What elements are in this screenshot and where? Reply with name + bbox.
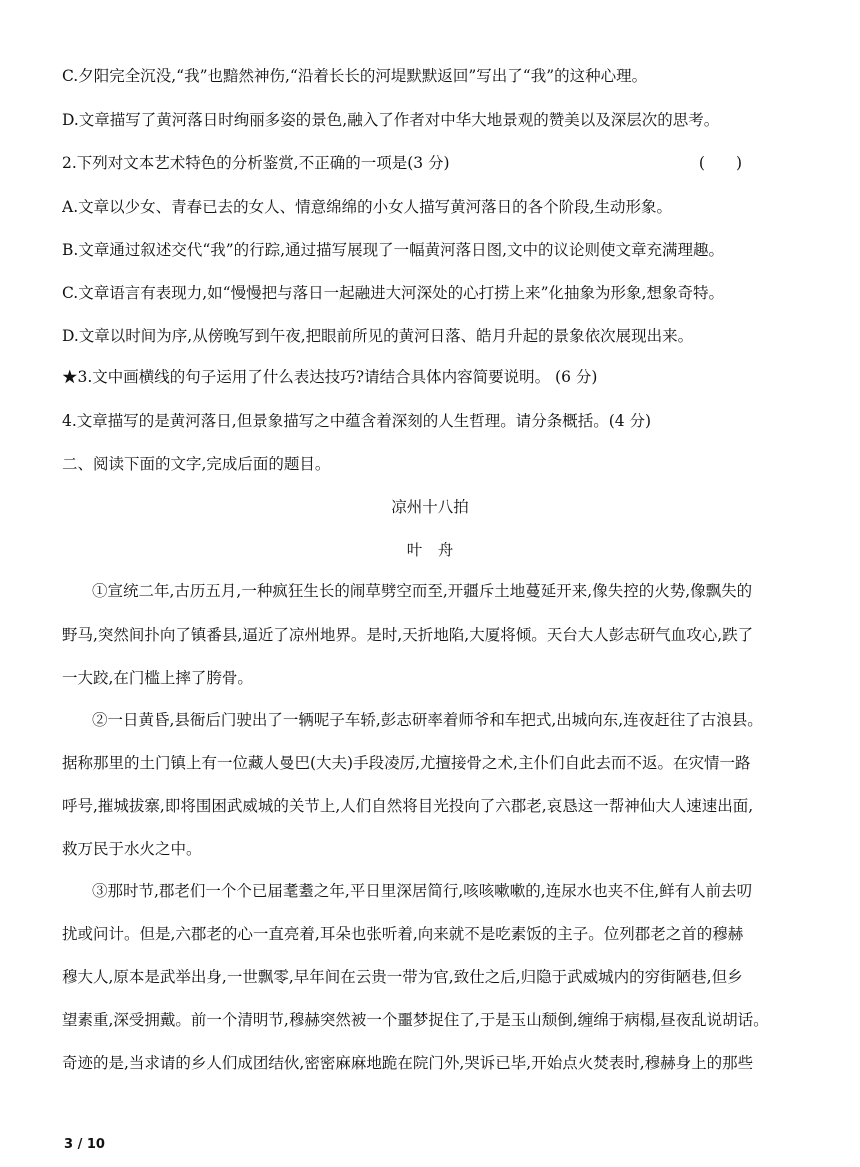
paragraph-2-line-3: 呼号,摧城拔寨,即将围困武威城的关节上,人们自然将目光投向了六郡老,哀恳这一帮神仙大人速速出面, [62,797,754,815]
question-4: 4.文章描写的是黄河落日,但景象描写之中蕴含着深刻的人生哲理。请分条概括。(4 分) [62,412,652,430]
page-number: 3 / 10 [64,1137,105,1152]
q2-option-b: B.文章通过叙述交代“我”的行踪,通过描写展现了一幅黄河落日图,文中的议论则使文章充满理趣。 [62,241,725,259]
section-2-heading: 二、阅读下面的文字,完成后面的题目。 [62,455,331,473]
q2-stem-text: 2.下列对文本艺术特色的分析鉴赏,不正确的一项是(3 分) [62,154,450,172]
q1-option-d: D.文章描写了黄河落日时绚丽多姿的景色,融入了作者对中华大地景观的赞美以及深层次的思考。 [62,111,720,129]
paragraph-3-line-5: 奇迹的是,当求请的乡人们成团结伙,密密麻麻地跪在院门外,哭诉已毕,开始点火焚表时,穆赫身上的那些 [62,1054,754,1072]
paragraph-3-line-4: 望素重,深受拥戴。前一个清明节,穆赫突然被一个噩梦捉住了,于是玉山颓倒,缠绵于病榻,昼夜乱说胡话。 [62,1011,769,1029]
passage-title: 凉州十八拍 [391,498,469,516]
paragraph-2-line-2: 据称那里的土门镇上有一位藏人曼巴(大夫)手段凌厉,尤擅接骨之术,主仆们自此去而不返。在灾情一路 [62,754,751,772]
q1-option-c: C.夕阳完全沉没,“我”也黯然神伤,“沿着长长的河堤默默返回”写出了“我”的这种心理。 [62,67,648,85]
paragraph-1-line-1: ①宣统二年,古历五月,一种疯狂生长的闹草劈空而至,开疆斥土地蔓延开来,像失控的火势,像飘失的 [92,582,753,600]
q2-answer-blank: ( ) [698,154,742,172]
paragraph-3-line-2: 扰或问计。但是,六郡老的心一直亮着,耳朵也张听着,向来就不是吃素饭的主子。位列郡老之首的穆赫 [62,925,744,943]
paragraph-1-line-2: 野马,突然间扑向了镇番县,逼近了凉州地界。是时,天折地陷,大厦将倾。天台大人彭志研气血攻心,跌了 [62,626,754,644]
paragraph-1-line-3: 一大跤,在门槛上摔了胯骨。 [62,669,253,687]
q2-stem [62,152,802,174]
passage-author: 叶 舟 [406,541,454,559]
paragraph-3-line-1: ③那时节,郡老们一个个已届耄耋之年,平日里深居简行,咳咳嗽嗽的,连尿水也夹不住,鲜有人前去叨 [92,882,753,900]
paragraph-3-line-3: 穆大人,原本是武举出身,一世飘零,早年间在云贵一带为官,致仕之后,归隐于武威城内的穷街陋巷,但乡 [62,968,743,986]
q2-option-c: C.文章语言有表现力,如“慢慢把与落日一起融进大河深处的心打捞上来”化抽象为形象,想象奇特。 [62,284,724,302]
question-3: ★3.文中画横线的句子运用了什么表达技巧?请结合具体内容简要说明。 (6 分) [62,368,598,386]
q2-option-d: D.文章以时间为序,从傍晚写到午夜,把眼前所见的黄河日落、皓月升起的景象依次展现出来。 [62,327,694,345]
paragraph-2-line-4: 救万民于水火之中。 [62,840,202,858]
paragraph-2-line-1: ②一日黄昏,县衙后门驶出了一辆呢子车轿,彭志研率着师爷和车把式,出城向东,连夜赶往了古浪县。 [92,711,763,729]
q2-option-a: A.文章以少女、青春已去的女人、情意绵绵的小女人描写黄河落日的各个阶段,生动形象。 [62,198,673,216]
